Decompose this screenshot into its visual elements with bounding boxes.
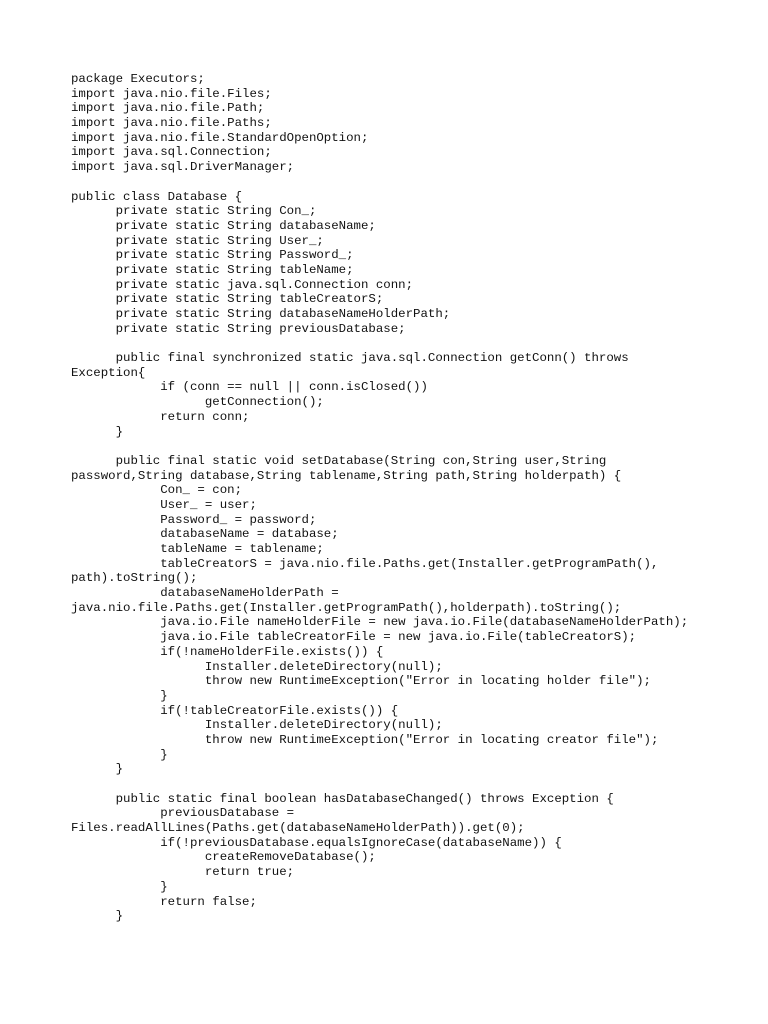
code-line: databaseName = database;	[71, 527, 339, 542]
code-line: databaseNameHolderPath =	[71, 586, 339, 601]
code-line: return false;	[71, 894, 257, 909]
code-line: return true;	[71, 865, 295, 880]
code-line: import java.nio.file.Paths;	[71, 116, 272, 131]
code-line: User_ = user;	[71, 497, 257, 512]
code-line: if(!tableCreatorFile.exists()) {	[71, 703, 399, 718]
code-line: private static String User_;	[71, 233, 324, 248]
code-line: previousDatabase =	[71, 806, 295, 821]
code-line: if(!nameHolderFile.exists()) {	[71, 644, 384, 659]
code-line	[71, 439, 751, 454]
code-line: public final static void setDatabase(String con,String user,String	[71, 453, 607, 468]
code-line: }	[71, 909, 124, 924]
code-line: }	[71, 762, 124, 777]
code-line: createRemoveDatabase();	[71, 850, 376, 865]
code-line: public class Database {	[71, 189, 243, 204]
code-line	[71, 777, 751, 792]
code-listing	[71, 72, 751, 924]
code-line: Exception{	[71, 365, 146, 380]
code-line: private static String Password_;	[71, 248, 354, 263]
code-line: private static java.sql.Connection conn;	[71, 277, 414, 292]
code-line: Files.readAllLines(Paths.get(databaseNameHolderPath)).get(0);	[71, 821, 525, 836]
code-line: public final synchronized static java.sql.Connection getConn() throws	[71, 351, 629, 366]
code-line: getConnection();	[71, 395, 324, 410]
code-line: java.nio.file.Paths.get(Installer.getProgramPath(),holderpath).toString();	[71, 600, 622, 615]
code-line: Con_ = con;	[71, 483, 243, 498]
code-line: }	[71, 747, 168, 762]
code-line: password,String database,String tablename,String path,String holderpath) {	[71, 468, 622, 483]
code-line: Password_ = password;	[71, 512, 317, 527]
code-line: java.io.File nameHolderFile = new java.io.File(databaseNameHolderPath);	[71, 615, 689, 630]
code-line: tableCreatorS = java.nio.file.Paths.get(Installer.getProgramPath(),	[71, 556, 659, 571]
code-line	[71, 336, 751, 351]
code-line: import java.nio.file.Files;	[71, 86, 272, 101]
code-line: }	[71, 688, 168, 703]
code-line: private static String tableName;	[71, 262, 354, 277]
code-line	[71, 175, 751, 190]
code-line: Installer.deleteDirectory(null);	[71, 718, 443, 733]
code-line: private static String databaseName;	[71, 218, 376, 233]
code-line: path).toString();	[71, 571, 198, 586]
code-line: private static String previousDatabase;	[71, 321, 406, 336]
code-line: java.io.File tableCreatorFile = new java.io.File(tableCreatorS);	[71, 630, 637, 645]
code-line: private static String Con_;	[71, 204, 317, 219]
code-line: throw new RuntimeException("Error in locating creator file");	[71, 732, 659, 747]
code-line: public static final boolean hasDatabaseChanged() throws Exception {	[71, 791, 614, 806]
code-line: if (conn == null || conn.isClosed())	[71, 380, 428, 395]
code-line: if(!previousDatabase.equalsIgnoreCase(databaseName)) {	[71, 835, 562, 850]
code-line: import java.sql.Connection;	[71, 145, 272, 160]
code-line: }	[71, 879, 168, 894]
code-line: import java.nio.file.Path;	[71, 101, 265, 116]
code-line: return conn;	[71, 409, 250, 424]
code-line: package Executors;	[71, 72, 205, 86]
code-line: throw new RuntimeException("Error in locating holder file");	[71, 674, 651, 689]
code-line: import java.nio.file.StandardOpenOption;	[71, 130, 369, 145]
code-line: }	[71, 424, 124, 439]
code-line: import java.sql.DriverManager;	[71, 160, 295, 175]
code-line: Installer.deleteDirectory(null);	[71, 659, 443, 674]
code-line: tableName = tablename;	[71, 542, 324, 556]
code-line: private static String tableCreatorS;	[71, 292, 384, 307]
code-line: private static String databaseNameHolderPath;	[71, 307, 451, 321]
